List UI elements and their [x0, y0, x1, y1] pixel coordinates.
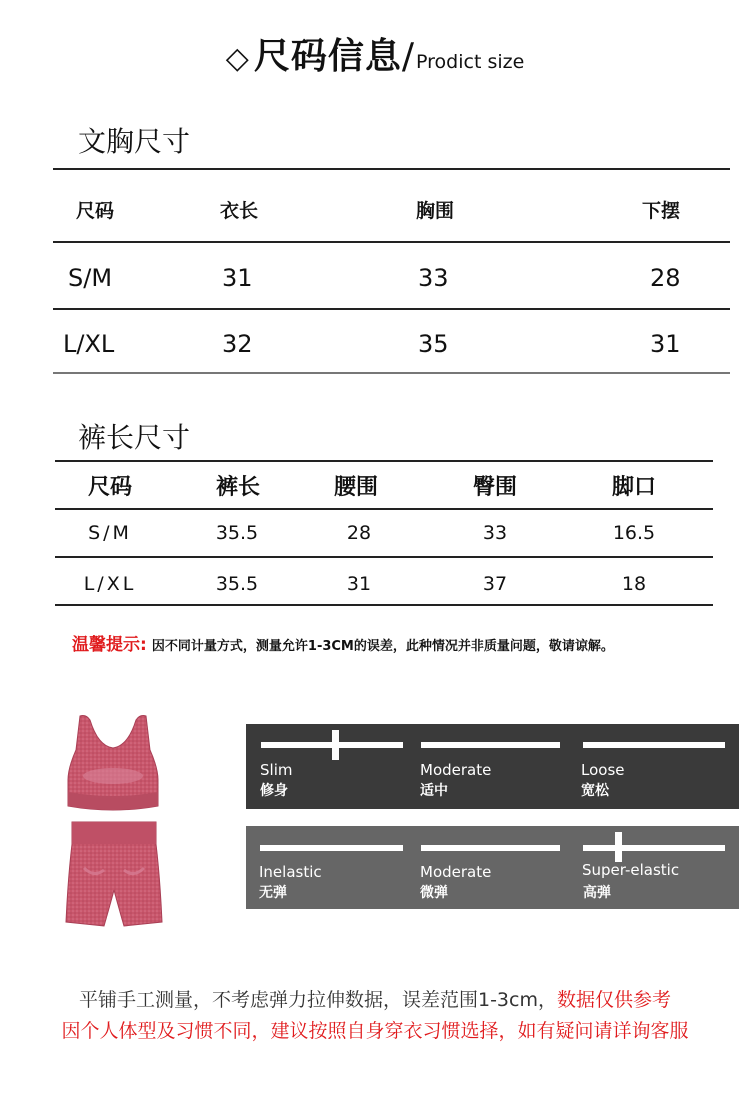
elastic-selected-marker: [615, 832, 622, 862]
bra-cell: 28: [650, 264, 681, 292]
bra-cell: S/M: [68, 264, 113, 292]
shorts-header-size: 尺码: [87, 475, 132, 500]
divider: [53, 372, 730, 374]
fit-label-cn: 适中: [420, 783, 448, 799]
divider: [55, 460, 713, 462]
shorts-cell: 35.5: [215, 573, 259, 595]
fit-scale-segment: [583, 742, 725, 748]
title-slash: /: [401, 36, 415, 77]
elastic-label-cn: 高弹: [583, 885, 611, 901]
page-title: [0, 28, 750, 79]
bra-section-title: 文胸尺寸: [78, 125, 191, 158]
fit-scale-segment: [421, 742, 560, 748]
elastic-scale-segment: [583, 845, 725, 851]
title-en: Prodict size: [416, 51, 525, 73]
divider: [53, 308, 730, 310]
tip-text: 因不同计量方式，测量允许1-3CM的误差，此种情况并非质量问题，敬请谅解。: [151, 639, 614, 654]
shorts-cell: L/XL: [83, 573, 137, 595]
fit-label-en: Slim: [260, 761, 293, 779]
fit-scale-panel: [246, 724, 739, 809]
fit-label-en: Loose: [581, 761, 625, 779]
measurement-tip: [72, 630, 614, 655]
shorts-cell: 37: [482, 573, 508, 595]
note-line-1-highlight: 数据仅供参考: [556, 989, 671, 1011]
shorts-cell: 18: [621, 573, 647, 595]
bra-cell: 33: [418, 264, 449, 292]
shorts-header-length: 裤长: [215, 475, 260, 500]
shorts-image: [64, 818, 164, 930]
tip-label: 温馨提示:: [72, 635, 147, 655]
fit-label-cn: 宽松: [581, 783, 609, 799]
shorts-cell: 35.5: [215, 522, 259, 544]
elastic-label-cn: 无弹: [259, 885, 287, 901]
shorts-cell: S/M: [88, 522, 132, 544]
bra-cell: 31: [222, 264, 253, 292]
divider: [53, 241, 730, 243]
fit-label-en: Moderate: [420, 761, 492, 779]
divider: [55, 604, 713, 606]
shorts-cell: 31: [346, 573, 372, 595]
shorts-cell: 28: [346, 522, 372, 544]
bra-cell: 32: [222, 330, 253, 358]
fit-label-cn: 修身: [260, 783, 288, 799]
divider: [53, 168, 730, 170]
bra-cell: 31: [650, 330, 681, 358]
elastic-scale-segment: [421, 845, 560, 851]
bra-header-size: 尺码: [76, 200, 115, 222]
shorts-header-waist: 腰围: [333, 475, 378, 500]
bra-header-length: 衣长: [220, 200, 259, 222]
shorts-header-hip: 臀围: [472, 475, 517, 500]
elastic-scale-segment: [260, 845, 403, 851]
title-cn: 尺码信息: [253, 36, 402, 77]
elastic-label-en: Inelastic: [259, 863, 322, 881]
divider: [55, 508, 713, 510]
shorts-section-title: 裤长尺寸: [78, 421, 191, 454]
fit-selected-marker: [332, 730, 339, 760]
shorts-header-leg-opening: 脚口: [611, 475, 656, 500]
bra-header-bust: 胸围: [416, 200, 455, 222]
elastic-label-en: Super-elastic: [582, 861, 680, 879]
elasticity-scale-panel: [246, 826, 739, 909]
elastic-label-cn: 微弹: [420, 885, 448, 901]
sports-bra-image: [58, 710, 168, 814]
bra-cell: L/XL: [63, 330, 115, 358]
shorts-cell: 16.5: [612, 522, 656, 544]
diamond-icon: ◇: [225, 41, 249, 76]
note-line-2: 因个人体型及习惯不同，建议按照自身穿衣习惯选择，如有疑问请详询客服: [61, 1020, 689, 1042]
elastic-label-en: Moderate: [420, 863, 492, 881]
bra-header-hem: 下摆: [642, 200, 681, 222]
shorts-cell: 33: [482, 522, 508, 544]
note-line-1-text: 平铺手工测量，不考虑弹力拉伸数据，误差范围1-3cm，: [78, 989, 557, 1011]
divider: [55, 556, 713, 558]
bra-cell: 35: [418, 330, 449, 358]
note-line-1: [0, 985, 750, 1012]
